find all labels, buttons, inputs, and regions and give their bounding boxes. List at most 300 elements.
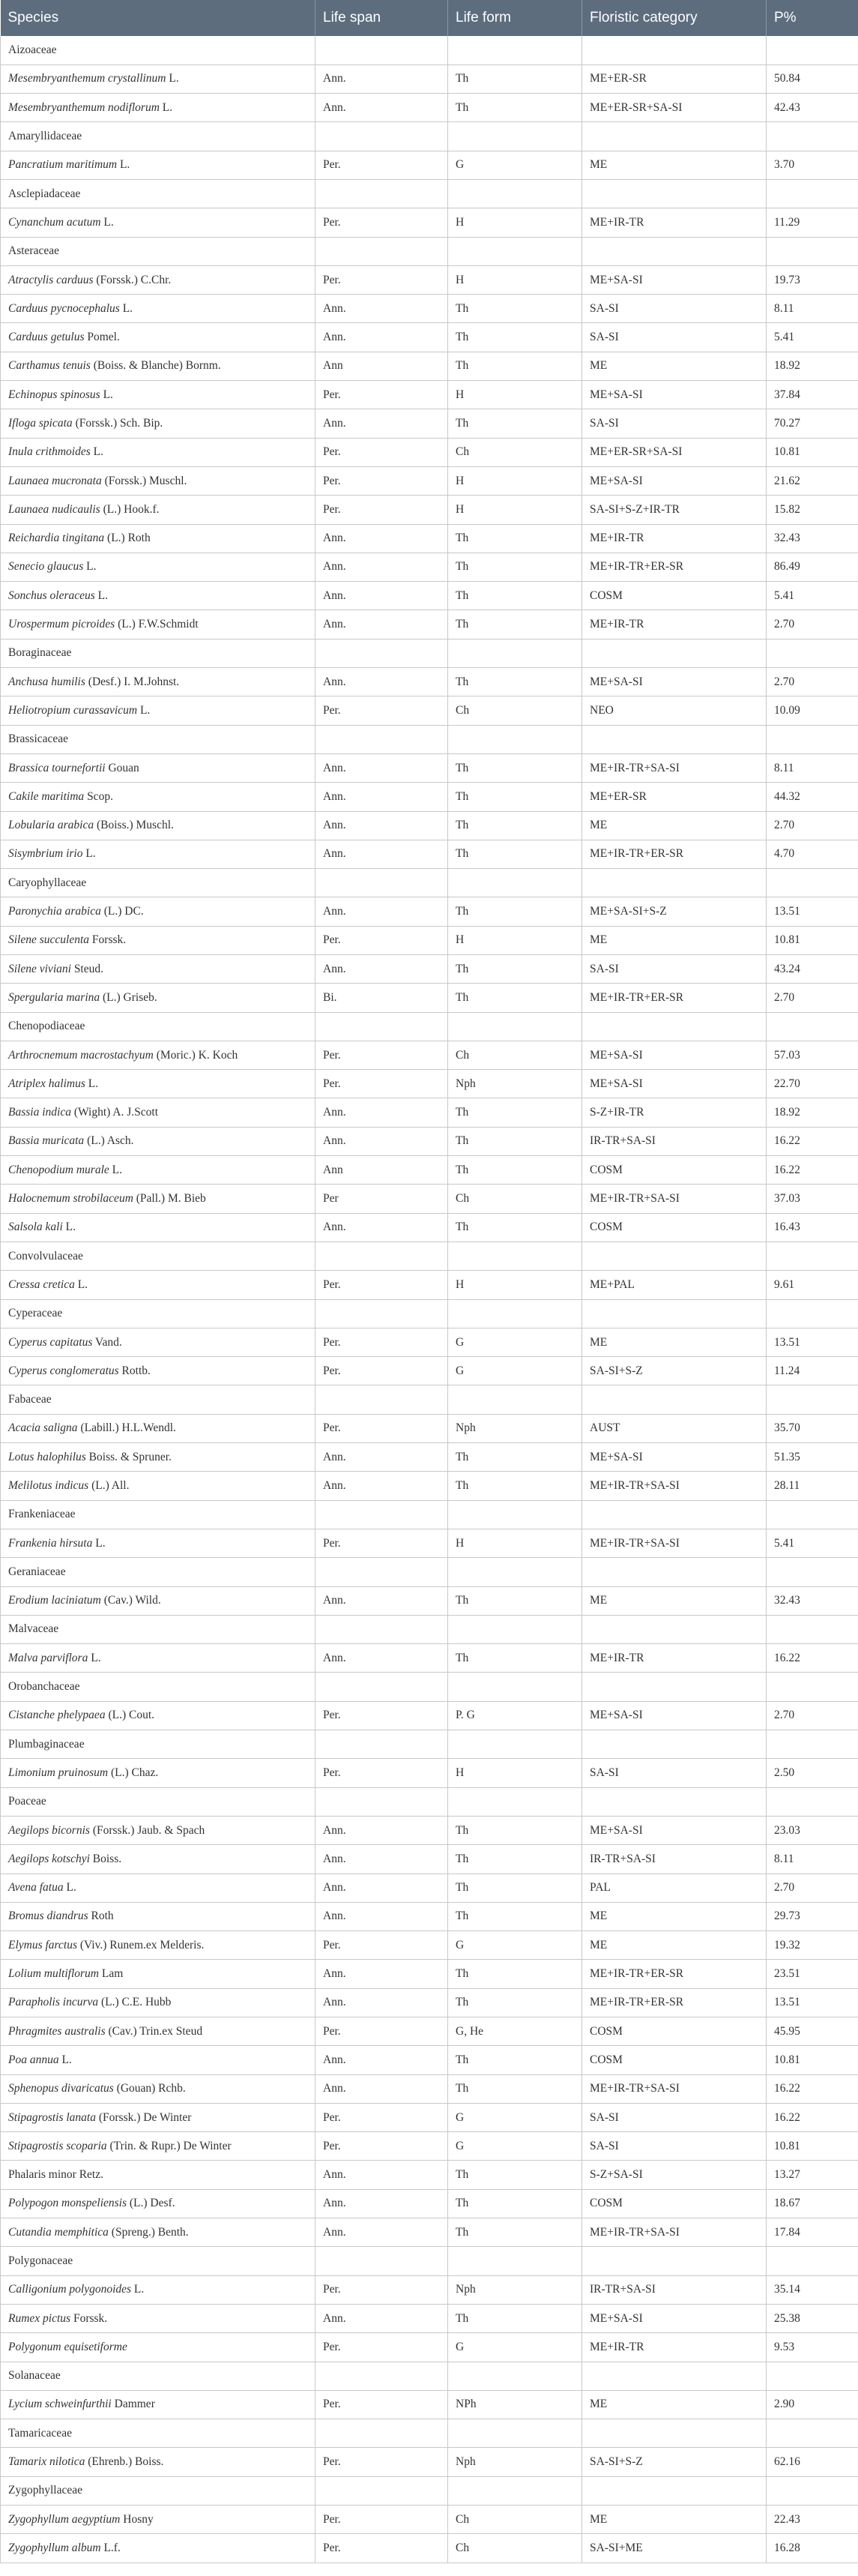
species-author: (Forssk.) Muschl. (104, 474, 187, 487)
species-author: Forssk. (73, 2311, 108, 2325)
life-form-cell: Th (448, 553, 582, 581)
life-form-cell: Ch (448, 1041, 582, 1069)
species-binomial: Lotus halophilus (8, 1450, 86, 1463)
species-name (1, 1271, 315, 1299)
species-row (1, 1271, 858, 1299)
species-binomial: Reichardia tingitana (8, 532, 105, 545)
percent-cell: 2.70 (767, 984, 858, 1012)
life-form-cell: Th (448, 753, 582, 782)
percent-cell: 16.22 (767, 2103, 858, 2131)
species-author: (L.) Cout. (108, 1709, 155, 1722)
floristic-category-cell: IR-TR+SA-SI (582, 2275, 767, 2304)
life-span-cell: Per. (315, 2448, 448, 2476)
family-name: Caryophyllaceae (1, 869, 315, 897)
species-author: L. (86, 560, 97, 574)
life-span-cell: Per. (315, 1701, 448, 1730)
species-name (1, 1070, 315, 1098)
species-binomial: Cakile maritima (8, 789, 85, 803)
life-form-cell: Th (448, 984, 582, 1012)
life-form-cell: G (448, 2103, 582, 2131)
floristic-category-cell: ME+IR-TR+ER-SR (582, 1988, 767, 2017)
percent-cell: 22.70 (767, 1070, 858, 1098)
species-binomial: Aegilops bicornis (8, 1823, 90, 1837)
species-row (1, 553, 858, 581)
species-binomial: Phragmites australis (8, 2024, 106, 2038)
empty-cell (582, 237, 767, 265)
species-binomial: Calligonium polygonoides (8, 2283, 132, 2296)
species-name (1, 323, 315, 352)
species-name (1, 1443, 315, 1472)
floristic-category-cell: ME+IR-TR+ER-SR (582, 1960, 767, 1988)
life-span-cell: Ann. (315, 524, 448, 553)
species-author: L. (95, 1536, 106, 1550)
family-row (1, 2362, 858, 2390)
floristic-category-cell: SA-SI (582, 409, 767, 438)
species-binomial: Poa annua (8, 2053, 59, 2066)
species-name (1, 2218, 315, 2247)
species-binomial: Bassia muricata (8, 1134, 85, 1148)
life-span-cell: Ann. (315, 2189, 448, 2218)
life-span-cell: Per. (315, 2132, 448, 2161)
percent-cell: 9.53 (767, 2333, 858, 2362)
species-binomial: Bassia indica (8, 1106, 71, 1119)
life-span-cell: Ann. (315, 811, 448, 840)
empty-cell (767, 2247, 858, 2275)
life-span-cell: Ann. (315, 897, 448, 926)
life-form-cell: Th (448, 1902, 582, 1931)
life-span-cell: Per. (315, 1041, 448, 1069)
empty-cell (582, 1673, 767, 1701)
floristic-category-cell: ME+IR-TR (582, 1644, 767, 1673)
floristic-category-cell: ME+SA-SI+S-Z (582, 897, 767, 926)
life-form-cell: H (448, 208, 582, 237)
life-span-cell: Ann. (315, 1213, 448, 1242)
species-row (1, 438, 858, 466)
life-form-cell: G (448, 2333, 582, 2362)
species-binomial: Carthamus tenuis (8, 359, 91, 373)
species-author: L. (169, 72, 179, 85)
species-row (1, 926, 858, 954)
percent-cell: 5.41 (767, 1529, 858, 1557)
species-author: Phalaris minor Retz. (8, 2168, 103, 2182)
percent-cell: 62.16 (767, 2448, 858, 2476)
family-name: Geraniaceae (1, 1558, 315, 1586)
species-binomial: Brassica tournefortii (8, 761, 106, 774)
life-form-cell: Th (448, 2161, 582, 2189)
species-row (1, 64, 858, 93)
empty-cell (315, 1385, 448, 1414)
percent-cell: 13.51 (767, 1988, 858, 2017)
empty-cell (582, 122, 767, 151)
percent-cell: 10.09 (767, 696, 858, 725)
life-form-cell: Th (448, 64, 582, 93)
life-form-cell: Th (448, 1960, 582, 1988)
life-span-cell: Per. (315, 2390, 448, 2419)
life-span-cell: Per. (315, 2534, 448, 2563)
empty-cell (448, 639, 582, 667)
species-binomial: Acacia saligna (8, 1421, 78, 1435)
empty-cell (315, 122, 448, 151)
life-span-cell: Ann. (315, 955, 448, 984)
species-row (1, 2218, 858, 2247)
species-author: L. (65, 1221, 76, 1234)
percent-cell: 42.43 (767, 94, 858, 122)
species-binomial: Arthrocnemum macrostachyum (8, 1048, 154, 1062)
floristic-category-cell: ME+PAL (582, 1271, 767, 1299)
life-span-cell: Bi. (315, 984, 448, 1012)
floristic-category-cell: ME (582, 2506, 767, 2534)
species-name (1, 1414, 315, 1442)
species-row (1, 2103, 858, 2131)
species-name (1, 1902, 315, 1931)
species-author: (Pall.) M. Bieb (136, 1192, 206, 1206)
percent-cell: 11.24 (767, 1357, 858, 1385)
empty-cell (315, 2419, 448, 2448)
species-binomial: Paronychia arabica (8, 905, 101, 918)
floristic-category-cell: ME+IR-TR (582, 2333, 767, 2362)
species-name (1, 1960, 315, 1988)
species-row (1, 323, 858, 352)
percent-cell: 19.32 (767, 1931, 858, 1960)
family-row (1, 36, 858, 64)
life-span-cell: Per (315, 1185, 448, 1213)
percent-cell: 2.50 (767, 1759, 858, 1787)
life-span-cell: Per. (315, 151, 448, 179)
species-name (1, 1816, 315, 1844)
species-binomial: Anchusa humilis (8, 675, 85, 688)
percent-cell: 50.84 (767, 64, 858, 93)
floristic-category-cell: SA-SI (582, 955, 767, 984)
species-row (1, 1701, 858, 1730)
percent-cell: 15.82 (767, 496, 858, 524)
percent-cell: 19.73 (767, 265, 858, 294)
species-row (1, 2534, 858, 2563)
life-span-cell: Ann (315, 352, 448, 380)
species-row (1, 696, 858, 725)
species-binomial: Mesembryanthemum nodiflorum (8, 100, 160, 114)
species-row (1, 265, 858, 294)
floristic-category-cell: SA-SI (582, 295, 767, 323)
floristic-category-cell: COSM (582, 582, 767, 610)
species-row (1, 582, 858, 610)
life-form-cell: Nph (448, 2275, 582, 2304)
family-name: Orobanchaceae (1, 1673, 315, 1701)
species-row (1, 2506, 858, 2534)
floristic-category-cell: ME+IR-TR+SA-SI (582, 753, 767, 782)
life-form-cell: Th (448, 524, 582, 553)
species-name (1, 840, 315, 868)
percent-cell: 10.81 (767, 2132, 858, 2161)
life-form-cell: Th (448, 897, 582, 926)
family-name: Boraginaceae (1, 639, 315, 667)
life-span-cell: Per. (315, 496, 448, 524)
floristic-category-cell: SA-SI (582, 2132, 767, 2161)
species-name (1, 466, 315, 495)
life-span-cell: Ann. (315, 668, 448, 696)
floristic-category-cell: COSM (582, 1156, 767, 1185)
species-row (1, 955, 858, 984)
floristic-category-cell: ME+IR-TR+SA-SI (582, 1529, 767, 1557)
species-author: Pomel. (87, 331, 120, 344)
life-form-cell: Th (448, 2046, 582, 2074)
species-author: Vand. (94, 1335, 122, 1349)
empty-cell (315, 2362, 448, 2390)
empty-cell (315, 1558, 448, 1586)
species-binomial: Launaea mucronata (8, 474, 102, 487)
floristic-category-cell: ME+SA-SI (582, 668, 767, 696)
family-name: Cyperaceae (1, 1299, 315, 1328)
empty-cell (582, 179, 767, 208)
life-form-cell: Th (448, 811, 582, 840)
species-row (1, 208, 858, 237)
family-row (1, 122, 858, 151)
life-form-cell: Th (448, 1156, 582, 1185)
life-form-cell: H (448, 1271, 582, 1299)
percent-cell: 5.41 (767, 582, 858, 610)
life-form-cell: Th (448, 1127, 582, 1155)
empty-cell (767, 1012, 858, 1041)
species-row (1, 1414, 858, 1442)
species-name (1, 1472, 315, 1500)
species-row (1, 1529, 858, 1557)
floristic-category-cell: SA-SI (582, 323, 767, 352)
floristic-category-cell: ME (582, 1328, 767, 1356)
species-author: (Moric.) K. Koch (156, 1048, 238, 1062)
life-span-cell: Ann. (315, 1644, 448, 1673)
species-name (1, 2103, 315, 2131)
life-span-cell: Ann. (315, 2218, 448, 2247)
empty-cell (448, 1385, 582, 1414)
species-name (1, 1127, 315, 1155)
family-name: Tamaricaceae (1, 2419, 315, 2448)
species-name (1, 1988, 315, 2017)
life-form-cell: Th (448, 1586, 582, 1615)
life-span-cell: Ann. (315, 2074, 448, 2103)
empty-cell (315, 1787, 448, 1816)
species-author: L. (85, 847, 96, 861)
species-binomial: Stipagrostis lanata (8, 2110, 96, 2124)
species-name (1, 2506, 315, 2534)
species-author: (Forssk.) De Winter (98, 2110, 192, 2124)
percent-cell: 37.03 (767, 1185, 858, 1213)
species-row (1, 1185, 858, 1213)
family-row (1, 1299, 858, 1328)
percent-cell: 17.84 (767, 2218, 858, 2247)
species-name (1, 1156, 315, 1185)
empty-cell (767, 1242, 858, 1270)
empty-cell (315, 1012, 448, 1041)
empty-cell (767, 725, 858, 753)
species-row (1, 1931, 858, 1960)
life-span-cell: Ann. (315, 840, 448, 868)
species-row (1, 1586, 858, 1615)
life-form-cell: Ch (448, 2506, 582, 2534)
percent-cell: 32.43 (767, 1586, 858, 1615)
species-row (1, 753, 858, 782)
life-form-cell: H (448, 926, 582, 954)
species-author: (Forssk.) Sch. Bip. (75, 417, 163, 430)
species-row (1, 2390, 858, 2419)
life-span-cell: Ann. (315, 64, 448, 93)
percent-cell: 16.22 (767, 1127, 858, 1155)
percent-cell: 8.11 (767, 753, 858, 782)
species-binomial: Cynanchum acutum (8, 215, 101, 229)
empty-cell (448, 122, 582, 151)
species-row (1, 1127, 858, 1155)
life-span-cell: Ann. (315, 1816, 448, 1844)
empty-cell (767, 1730, 858, 1759)
floristic-category-cell: ME (582, 811, 767, 840)
species-row (1, 496, 858, 524)
life-span-cell: Ann. (315, 1586, 448, 1615)
species-binomial: Malva parviflora (8, 1651, 88, 1664)
percent-cell: 8.11 (767, 1845, 858, 1874)
species-row (1, 610, 858, 639)
life-span-cell: Per. (315, 1414, 448, 1442)
empty-cell (582, 1012, 767, 1041)
empty-cell (315, 1615, 448, 1643)
species-row (1, 1213, 858, 1242)
life-form-cell: Th (448, 783, 582, 811)
species-binomial: Aegilops kotschyi (8, 1852, 90, 1865)
percent-cell: 21.62 (767, 466, 858, 495)
species-row (1, 1357, 858, 1385)
empty-cell (448, 179, 582, 208)
species-name (1, 1328, 315, 1356)
family-row (1, 1787, 858, 1816)
species-row (1, 1845, 858, 1874)
species-binomial: Cutandia memphitica (8, 2225, 109, 2239)
floristic-category-cell: SA-SI (582, 1759, 767, 1787)
life-form-cell: G (448, 1328, 582, 1356)
species-author: L. (139, 703, 151, 717)
life-span-cell: Ann (315, 1156, 448, 1185)
life-span-cell: Ann. (315, 553, 448, 581)
species-name (1, 496, 315, 524)
species-row (1, 381, 858, 409)
empty-cell (582, 725, 767, 753)
family-name: Poaceae (1, 1787, 315, 1816)
species-binomial: Avena fatua (8, 1881, 64, 1895)
life-form-cell: G (448, 1931, 582, 1960)
life-form-cell: Th (448, 2304, 582, 2332)
life-span-cell: Per. (315, 1529, 448, 1557)
species-name (1, 2189, 315, 2218)
percent-cell: 25.38 (767, 2304, 858, 2332)
empty-cell (582, 2476, 767, 2505)
empty-cell (315, 179, 448, 208)
family-row (1, 1558, 858, 1586)
percent-cell: 10.81 (767, 2046, 858, 2074)
percent-cell: 8.11 (767, 295, 858, 323)
percent-cell: 22.43 (767, 2506, 858, 2534)
life-form-cell: Th (448, 955, 582, 984)
species-binomial: Melilotus indicus (8, 1478, 89, 1492)
life-form-cell: Th (448, 610, 582, 639)
percent-cell: 5.41 (767, 323, 858, 352)
species-author: (L.) Griseb. (103, 990, 157, 1004)
floristic-category-cell: ME+IR-TR+ER-SR (582, 553, 767, 581)
floristic-category-cell: ME (582, 1586, 767, 1615)
life-form-cell: Th (448, 1644, 582, 1673)
life-form-cell: H (448, 1529, 582, 1557)
species-author: Boiss. & Spruner. (88, 1450, 172, 1463)
life-form-cell: Th (448, 1098, 582, 1127)
percent-cell: 57.03 (767, 1041, 858, 1069)
life-form-cell: Th (448, 295, 582, 323)
empty-cell (448, 1012, 582, 1041)
family-row (1, 237, 858, 265)
species-binomial: Zygophyllum album (8, 2541, 101, 2554)
floristic-category-cell: ME+SA-SI (582, 381, 767, 409)
floristic-category-cell: COSM (582, 2189, 767, 2218)
species-name (1, 2074, 315, 2103)
species-author: L. (162, 100, 173, 114)
header-species: Species (1, 0, 315, 36)
species-name (1, 1931, 315, 1960)
floristic-category-cell: ME+IR-TR+ER-SR (582, 984, 767, 1012)
species-author: (Cav.) Wild. (103, 1594, 161, 1607)
family-row (1, 179, 858, 208)
life-span-cell: Per. (315, 2275, 448, 2304)
species-author: (L.) C.E. Hubb (101, 1996, 172, 2009)
species-row (1, 1759, 858, 1787)
species-name (1, 409, 315, 438)
species-name (1, 1098, 315, 1127)
life-span-cell: Per. (315, 2333, 448, 2362)
species-binomial: Urospermum picroides (8, 618, 115, 631)
species-author: (L.) Chaz. (110, 1766, 159, 1779)
empty-cell (582, 1500, 767, 1529)
empty-cell (315, 1299, 448, 1328)
species-author: L. (122, 301, 133, 315)
floristic-category-cell: ME+SA-SI (582, 1041, 767, 1069)
floristic-category-cell: SA-SI+S-Z+IR-TR (582, 496, 767, 524)
percent-cell: 86.49 (767, 553, 858, 581)
family-name: Brassicaceae (1, 725, 315, 753)
life-form-cell: Ch (448, 2534, 582, 2563)
species-name (1, 2534, 315, 2563)
species-name (1, 753, 315, 782)
life-form-cell: Ch (448, 696, 582, 725)
empty-cell (448, 2476, 582, 2505)
empty-cell (767, 122, 858, 151)
species-row (1, 524, 858, 553)
percent-cell: 16.22 (767, 1156, 858, 1185)
floristic-category-cell: SA-SI (582, 2103, 767, 2131)
life-form-cell: Th (448, 582, 582, 610)
life-form-cell: P. G (448, 1701, 582, 1730)
empty-cell (448, 2419, 582, 2448)
floristic-category-cell: NEO (582, 696, 767, 725)
empty-cell (582, 1558, 767, 1586)
family-row (1, 1385, 858, 1414)
species-name (1, 1759, 315, 1787)
species-row (1, 1156, 858, 1185)
life-form-cell: H (448, 496, 582, 524)
species-binomial: Carduus getulus (8, 331, 85, 344)
species-binomial: Erodium laciniatum (8, 1594, 101, 1607)
life-span-cell: Per. (315, 1759, 448, 1787)
species-row (1, 466, 858, 495)
percent-cell: 70.27 (767, 409, 858, 438)
species-row (1, 2161, 858, 2189)
percent-cell: 18.92 (767, 352, 858, 380)
floristic-category-cell: ME+IR-TR+SA-SI (582, 1185, 767, 1213)
empty-cell (582, 1242, 767, 1270)
floristic-category-cell: ME+IR-TR+SA-SI (582, 2074, 767, 2103)
life-form-cell: Th (448, 1443, 582, 1472)
